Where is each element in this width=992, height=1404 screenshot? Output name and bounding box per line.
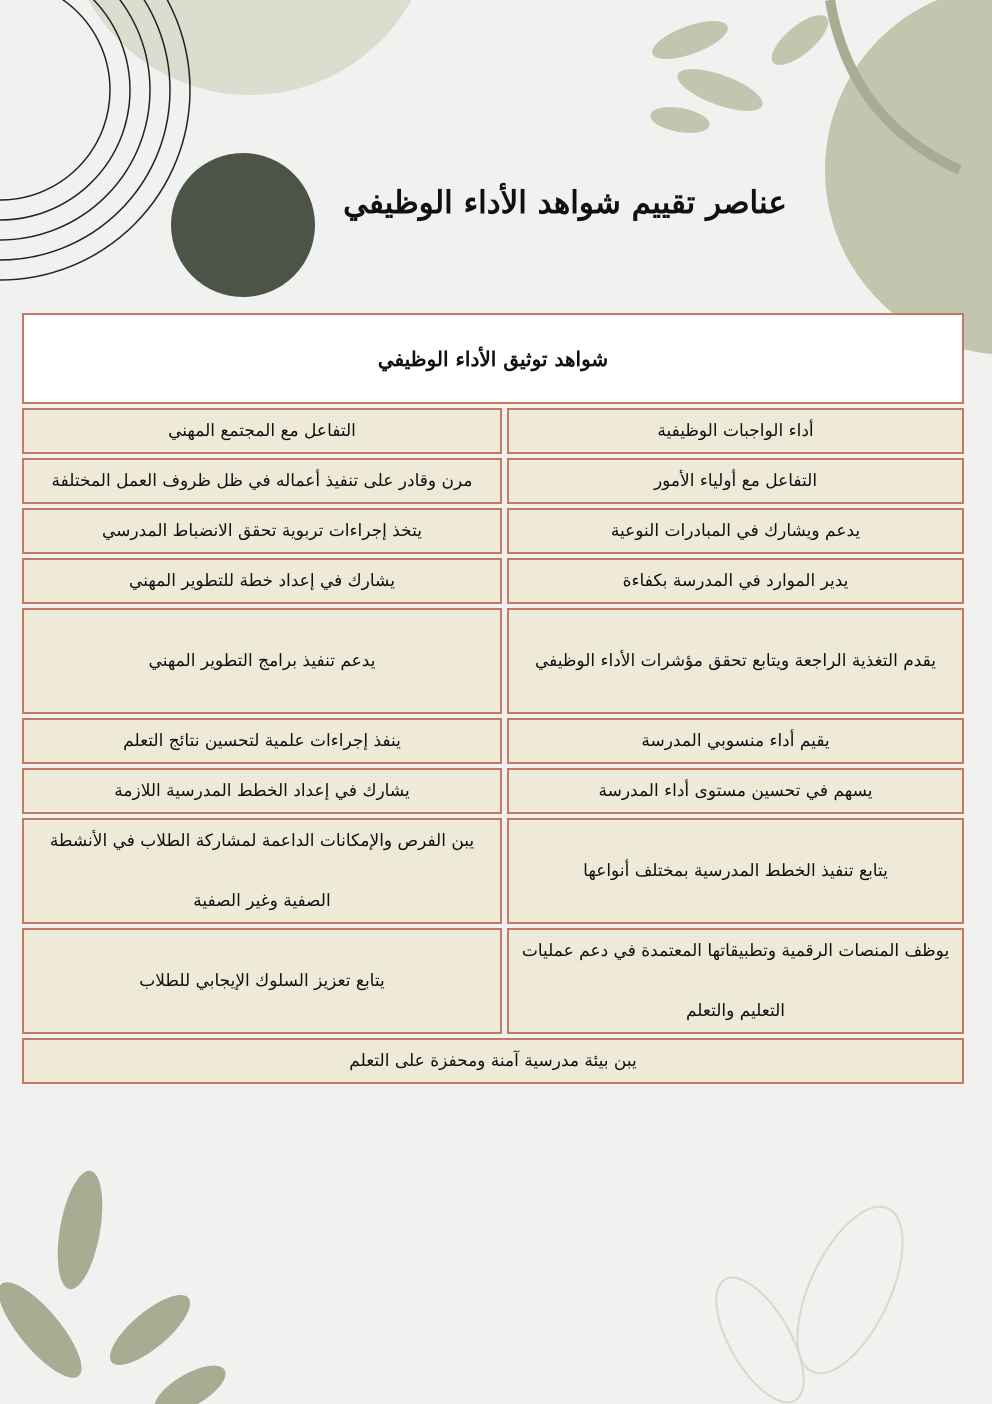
cell-text: يتابع تعزيز السلوك الإيجابي للطلاب [139,971,385,991]
table-cell-right [507,768,964,814]
cell-text: مرن وقادر على تنفيذ أعماله في ظل ظروف العمل المختلفة [51,471,473,491]
cell-text: أداء الواجبات الوظيفية [657,421,814,441]
table-cell-left [22,458,502,504]
table-cell-right [507,408,964,454]
table-cell-left [22,768,502,814]
cell-text: التفاعل مع المجتمع المهني [168,421,356,441]
table-cell-right [507,928,964,1034]
footer-text: يبن بيئة مدرسية آمنة ومحفزة على التعلم [349,1051,637,1071]
table-cell-left [22,608,502,714]
cell-text: يوظف المنصات الرقمية وتطبيقاتها المعتمدة في دعم عمليات التعليم والتعلم [521,941,950,1021]
cell-text: يتابع تنفيذ الخطط المدرسية بمختلف أنواعها [583,861,888,881]
cell-text: يدعم تنفيذ برامج التطوير المهني [148,651,376,671]
bottom-right-leaf-outline-icon [699,1192,924,1404]
cell-text: يقيم أداء منسوبي المدرسة [641,731,830,751]
cell-text: يقدم التغذية الراجعة ويتابع تحقق مؤشرات الأداء الوظيفي [535,651,937,671]
dark-circle [171,153,315,297]
table-header-text: شواهد توثيق الأداء الوظيفي [377,346,609,371]
table-cell-left [22,818,502,924]
table-cell-right [507,558,964,604]
cell-text: التفاعل مع أولياء الأمور [653,471,818,491]
cell-text: يشارك في إعداد الخطط المدرسية اللازمة [114,781,410,801]
cell-text: يدير الموارد في المدرسة بكفاءة [622,571,849,591]
table-cell-left [22,508,502,554]
table-cell-right [507,608,964,714]
top-left-circle [65,0,435,95]
cell-text: يشارك في إعداد خطة للتطوير المهني [129,571,395,591]
table-footer-cell [22,1038,964,1084]
cell-text: يدعم ويشارك في المبادرات النوعية [610,521,861,541]
cell-text: يتخذ إجراءات تربوية تحقق الانضباط المدرسي [102,521,422,541]
cell-text: يبن الفرص والإمكانات الداعمة لمشاركة الطلاب في الأنشطة الصفية وغير الصفية [49,831,475,911]
table-header [22,313,964,404]
table-cell-right [507,508,964,554]
table-cell-right [507,458,964,504]
page-title: عناصر تقييم شواهد الأداء الوظيفي [343,185,787,221]
bottom-left-leaves-icon [0,1167,233,1404]
table-cell-right [507,818,964,924]
top-right-leaves-icon [648,7,836,137]
table-cell-right [507,718,964,764]
table-cell-left [22,718,502,764]
table-cell-left [22,558,502,604]
cell-text: يسهم في تحسين مستوى أداء المدرسة [598,781,873,801]
cell-text: ينفذ إجراءات علمية لتحسين نتائج التعلم [123,731,401,751]
table-cell-left [22,408,502,454]
table-cell-left [22,928,502,1034]
